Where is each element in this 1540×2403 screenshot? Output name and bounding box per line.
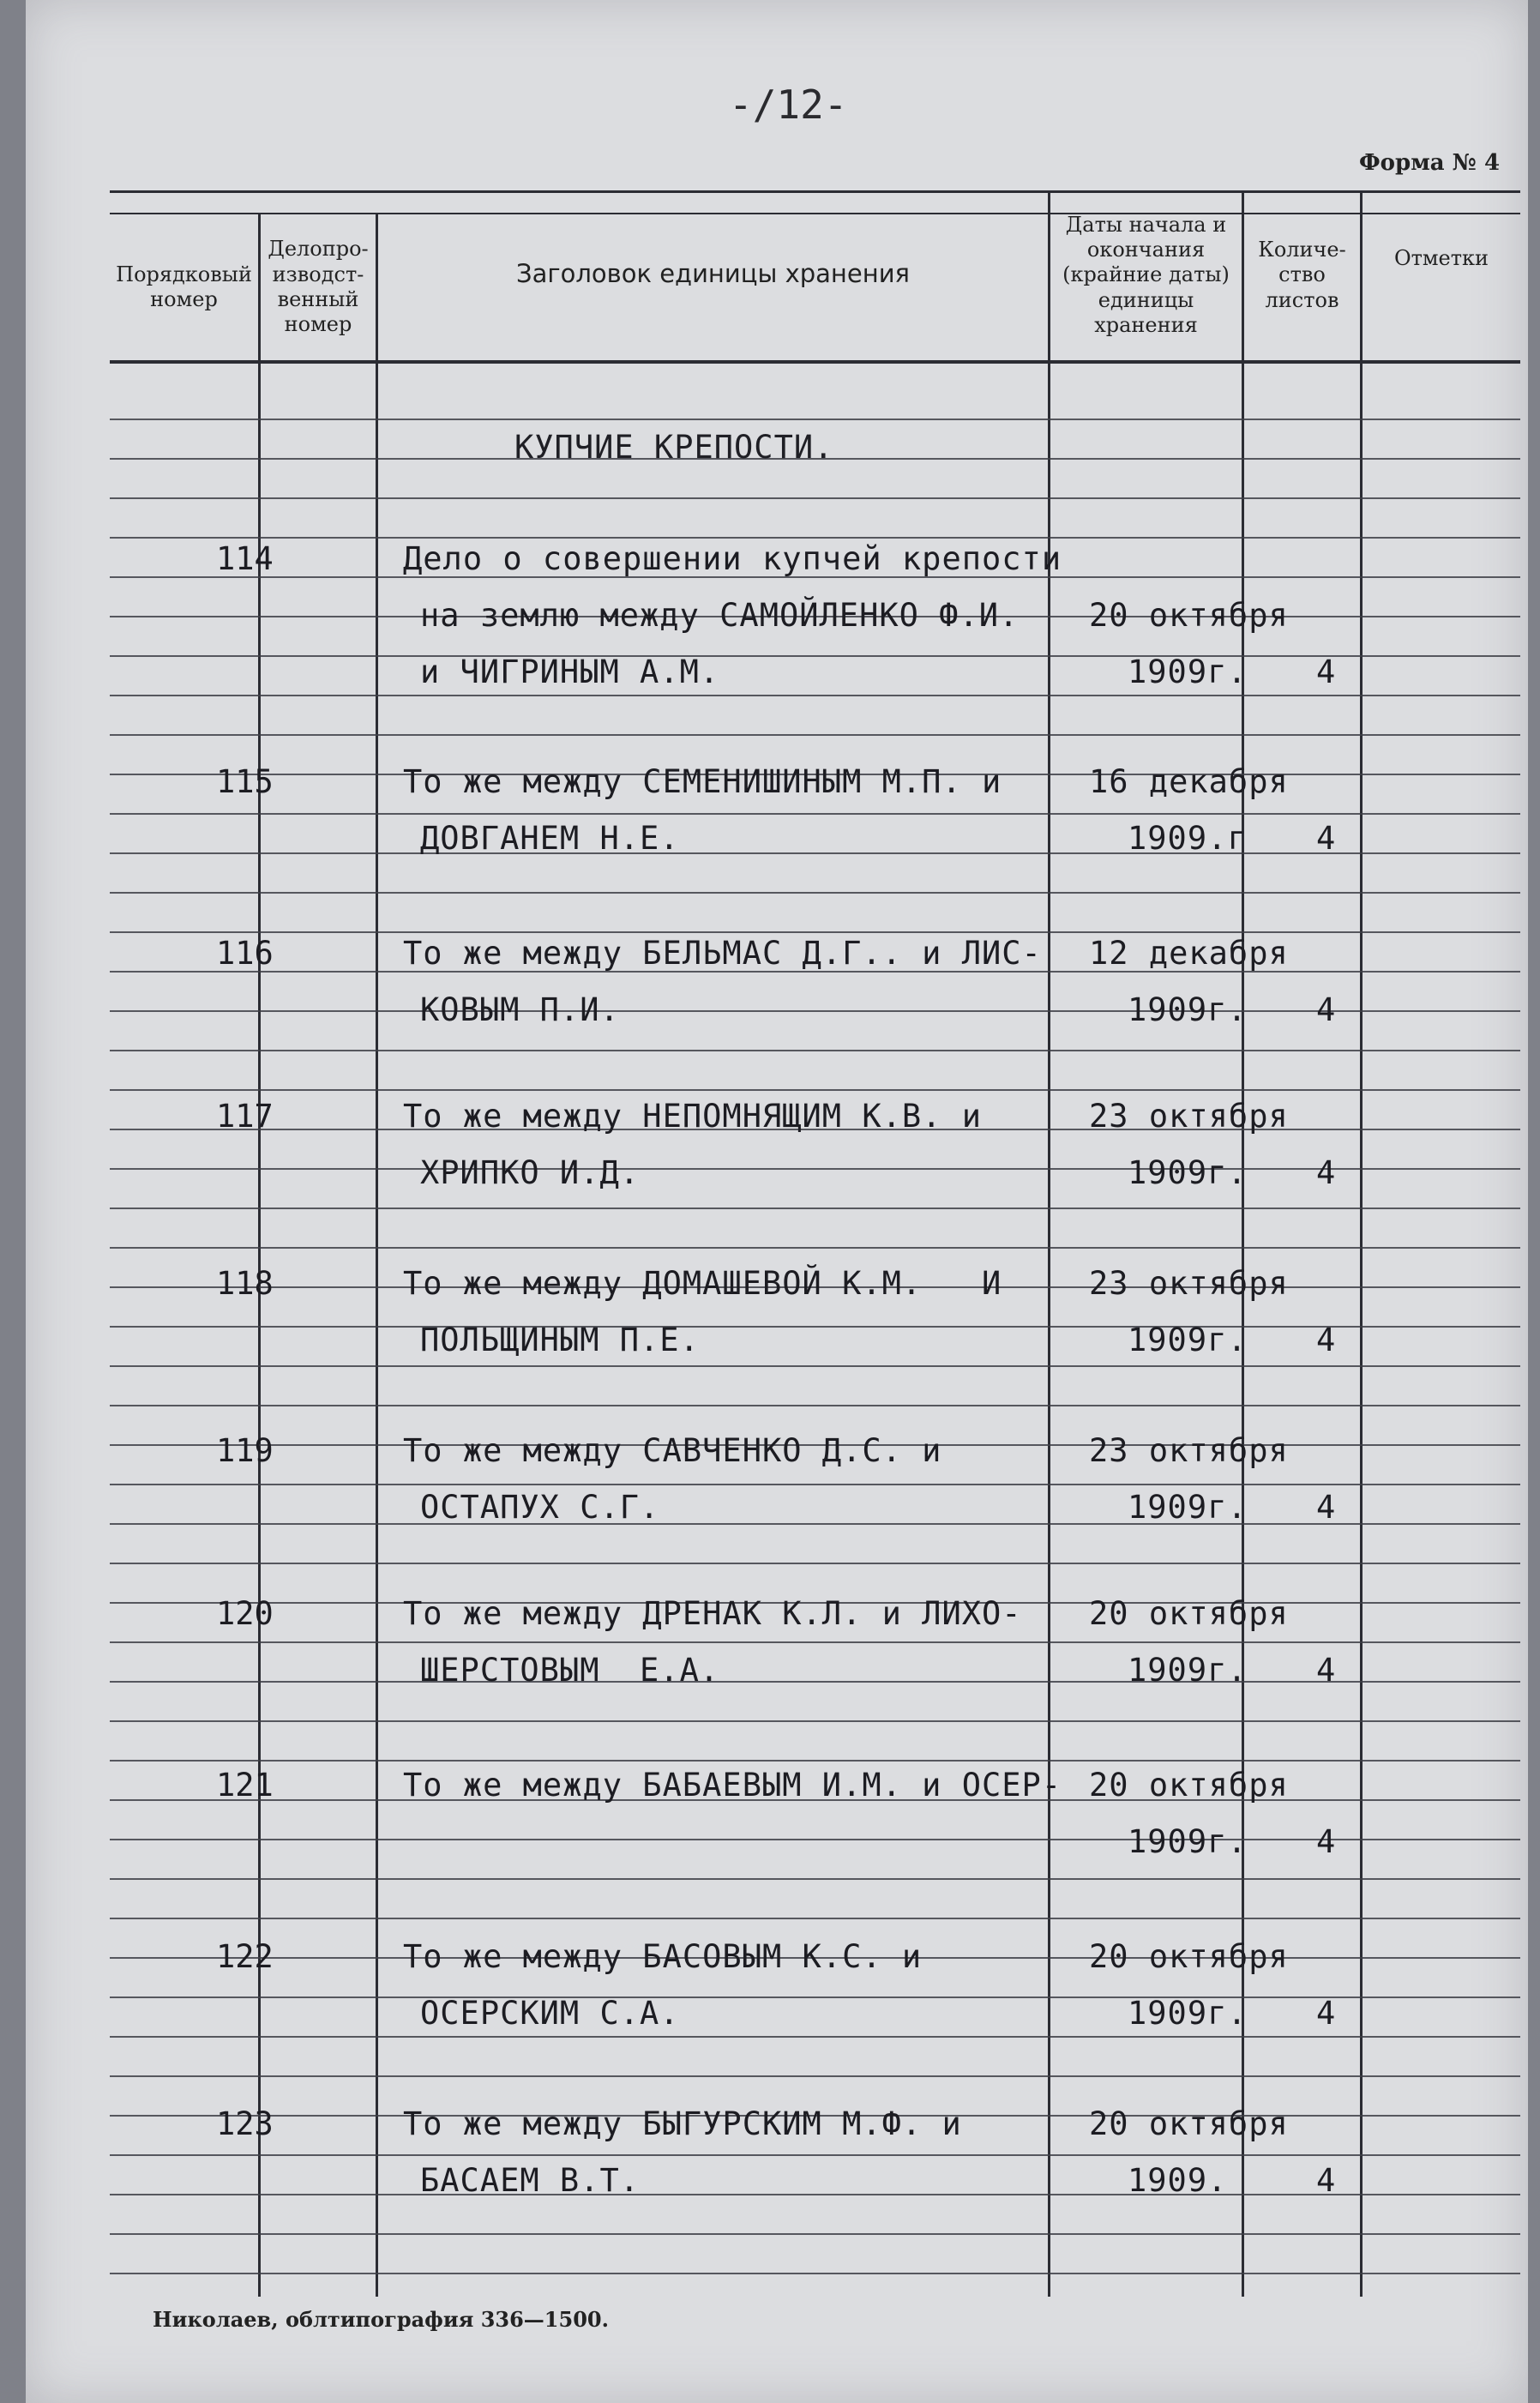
entry-date-day: 12 декабря [1089, 935, 1289, 972]
header-office-number: Делопро-изводст-венный номер [268, 237, 369, 337]
entry-date-day: 20 октября [1089, 597, 1289, 634]
ruled-line [110, 1996, 1520, 1998]
section-title: КУПЧИЕ КРЕПОСТИ. [514, 429, 834, 466]
entry-title-line: ШЕРСТОВЫМ Е.А. [420, 1652, 720, 1689]
ruled-line [110, 1010, 1520, 1012]
entry-date-day: 20 октября [1089, 2105, 1289, 2142]
entry-date-year: 1909г. [1128, 1154, 1248, 1191]
entry-date-year: 1909г. [1128, 1995, 1248, 2032]
ruled-line [110, 1484, 1520, 1485]
ruled-line [110, 1365, 1520, 1367]
entry-sheet-count: 4 [1316, 1652, 1337, 1689]
ruled-line [110, 1208, 1520, 1209]
entry-title-line: ПОЛЬЩИНЫМ П.Е. [420, 1322, 700, 1358]
ruled-line [110, 1878, 1520, 1880]
ruled-line [110, 892, 1520, 894]
col-divider-5 [1360, 190, 1363, 2297]
entry-date-day: 23 октября [1089, 1432, 1289, 1469]
entry-sheet-count: 4 [1316, 653, 1337, 690]
entry-title-line: То же между БАБАЕВЫМ И.М. и ОСЕР- [403, 1767, 1062, 1804]
ruled-line [110, 1641, 1520, 1643]
entry-date-year: 1909г. [1128, 1652, 1248, 1689]
entry-date-year: 1909г. [1128, 1322, 1248, 1358]
entry-sheet-count: 4 [1316, 820, 1337, 857]
entry-date-day: 20 октября [1089, 1595, 1289, 1632]
ruled-line [110, 813, 1520, 815]
entry-title-line: ХРИПКО И.Д. [420, 1154, 641, 1191]
entry-number: 120 [216, 1595, 274, 1632]
entry-date-day: 20 октября [1089, 1938, 1289, 1975]
ruled-line [110, 419, 1520, 420]
entry-title-line: То же между ДРЕНАК К.Л. и ЛИХО- [403, 1595, 1022, 1632]
entry-title-line: на землю между САМОЙЛЕНКО Ф.И. [420, 597, 1020, 634]
entry-date-day: 23 октября [1089, 1098, 1289, 1135]
col-divider-4 [1242, 190, 1244, 2297]
ruled-line [110, 1720, 1520, 1722]
header-sheet-count: Количе-ство листов [1258, 238, 1346, 312]
ruled-line [110, 1523, 1520, 1525]
entry-sheet-count: 4 [1316, 1154, 1337, 1191]
ruled-line [110, 1760, 1520, 1762]
entry-sheet-count: 4 [1316, 1823, 1337, 1860]
ruled-line [110, 2075, 1520, 2077]
entry-number: 117 [216, 1098, 274, 1135]
entry-date-day: 23 октября [1089, 1265, 1289, 1302]
ruled-line [110, 931, 1520, 933]
entry-number: 116 [216, 935, 274, 972]
entry-number: 115 [216, 763, 274, 800]
ruled-line [110, 655, 1520, 657]
ruled-line [110, 852, 1520, 854]
entry-date-year: 1909г. [1128, 1823, 1248, 1860]
ruled-line [110, 2154, 1520, 2156]
ruled-line [110, 734, 1520, 736]
document-page [26, 0, 1528, 2403]
ruled-line [110, 1168, 1520, 1170]
ruled-line [110, 1247, 1520, 1249]
ruled-line [110, 1563, 1520, 1564]
ruled-line [110, 1050, 1520, 1051]
ruled-line [110, 1326, 1520, 1328]
entry-number: 114 [216, 540, 274, 577]
entry-number: 118 [216, 1265, 274, 1302]
col-divider-1 [258, 213, 261, 2297]
entry-number: 123 [216, 2105, 274, 2142]
header-ordinal-number: Порядковый номер [116, 262, 252, 311]
entry-sheet-count: 4 [1316, 1489, 1337, 1526]
ruled-line [110, 497, 1520, 499]
entry-date-year: 1909г. [1128, 653, 1248, 690]
header-notes: Отметки [1393, 246, 1489, 271]
entry-title-line: ОСТАПУХ С.Г. [420, 1489, 660, 1526]
entry-date-year: 1909. [1128, 2162, 1228, 2199]
entry-title-line: ДОВГАНЕМ Н.Е. [420, 820, 680, 857]
form-label: Форма № 4 [1359, 150, 1501, 176]
printer-imprint: Николаев, облтипография 336—1500. [153, 2307, 609, 2332]
entry-sheet-count: 4 [1316, 1995, 1337, 2032]
ruled-line [110, 1089, 1520, 1091]
entry-sheet-count: 4 [1316, 1322, 1337, 1358]
entry-title-line: То же между ДОМАШЕВОЙ К.М. И [403, 1265, 1002, 1302]
entry-title-line: То же между БЫГУРСКИМ М.Ф. и [403, 2105, 962, 2142]
ruled-line [110, 2194, 1520, 2195]
entry-number: 119 [216, 1432, 274, 1469]
entry-title-line: То же между БЕЛЬМАС Д.Г.. и ЛИС- [403, 935, 1042, 972]
entry-title-line: То же между САВЧЕНКО Д.С. и [403, 1432, 942, 1469]
ruled-line [110, 1839, 1520, 1840]
entry-title-line: То же между БАСОВЫМ К.С. и [403, 1938, 923, 1975]
ruled-line [110, 695, 1520, 696]
entry-title-line: и ЧИГРИНЫМ А.М. [420, 653, 720, 690]
entry-date-day: 16 декабря [1089, 763, 1289, 800]
entry-title-line: ОСЕРСКИМ С.А. [420, 1995, 680, 2032]
page-number: -/12- [729, 81, 848, 128]
ruled-line [110, 2233, 1520, 2235]
entry-title-line: То же между НЕПОМНЯЩИМ К.В. и [403, 1098, 983, 1135]
ruled-line [110, 2273, 1520, 2274]
entry-number: 121 [216, 1767, 274, 1804]
entry-number: 122 [216, 1938, 274, 1975]
entry-date-year: 1909.г [1128, 820, 1248, 857]
col-divider-2 [376, 213, 378, 2297]
entry-title-line: Дело о совершении купчей крепости [403, 540, 1062, 577]
col-divider-3 [1048, 190, 1050, 2297]
header-bottom-border [110, 360, 1520, 364]
entry-date-year: 1909г. [1128, 1489, 1248, 1526]
header-dates: Даты начала и окончания (крайние даты) единицы хранения [1062, 212, 1230, 337]
entry-date-day: 20 октября [1089, 1767, 1289, 1804]
entry-title-line: То же между СЕМЕНИШИНЫМ М.П. и [403, 763, 1002, 800]
entry-sheet-count: 4 [1316, 2162, 1337, 2199]
entry-sheet-count: 4 [1316, 991, 1337, 1028]
ruled-line [110, 1681, 1520, 1683]
entry-date-year: 1909г. [1128, 991, 1248, 1028]
ruled-line [110, 537, 1520, 539]
header-unit-title: Заголовок единицы хранения [516, 259, 910, 289]
entry-title-line: КОВЫМ П.И. [420, 991, 620, 1028]
ruled-line [110, 1918, 1520, 1919]
entry-title-line: БАСАЕМ В.Т. [420, 2162, 641, 2199]
ruled-line [110, 2036, 1520, 2038]
ruled-line [110, 1405, 1520, 1406]
